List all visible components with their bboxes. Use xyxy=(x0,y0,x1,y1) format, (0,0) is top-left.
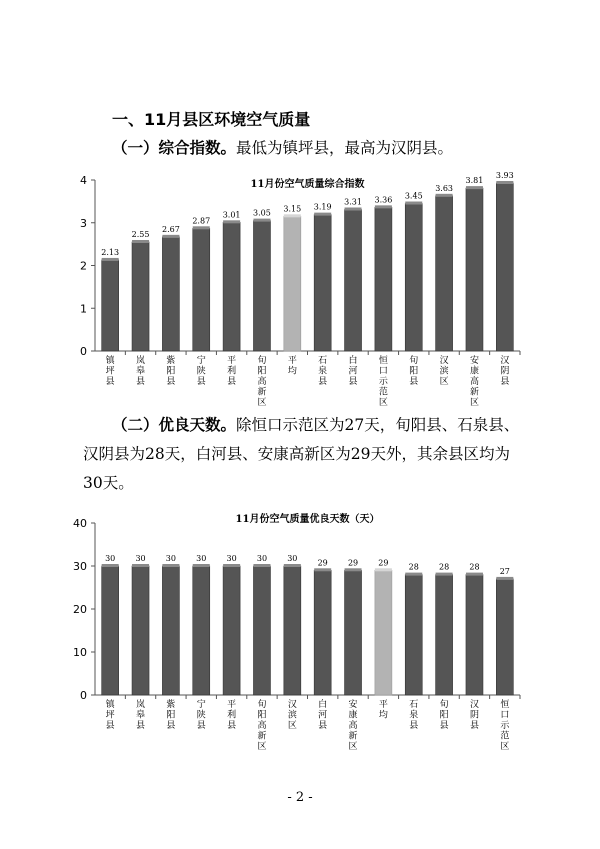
value-label: 27 xyxy=(499,566,510,576)
value-label: 29 xyxy=(378,558,389,568)
bar xyxy=(284,566,301,695)
bar-cap xyxy=(405,202,422,205)
y-tick-label: 40 xyxy=(73,517,87,530)
bar xyxy=(162,237,179,351)
section-heading: 一、11月县区环境空气质量 xyxy=(112,110,311,129)
value-label: 3.31 xyxy=(344,197,362,207)
category-label: 安康高新区 xyxy=(348,700,358,752)
value-label: 3.19 xyxy=(313,202,332,212)
bar-cap xyxy=(284,214,301,217)
y-tick-label: 0 xyxy=(80,689,87,702)
composite-index-chart xyxy=(60,165,530,408)
category-label: 恒口示范区 xyxy=(500,700,510,752)
category-label: 白河县 xyxy=(348,356,358,387)
category-label: 岚皋县 xyxy=(136,356,146,387)
bar-cap xyxy=(496,577,513,580)
category-label: 汉阴县 xyxy=(500,356,510,387)
bar-cap xyxy=(193,564,210,567)
value-label: 2.87 xyxy=(192,216,211,226)
value-label: 29 xyxy=(317,558,328,568)
category-label: 旬阳县 xyxy=(409,356,419,387)
bar xyxy=(345,209,362,351)
bar xyxy=(496,579,513,695)
value-label: 3.63 xyxy=(435,183,454,193)
bar xyxy=(496,183,513,351)
section1-text: 最低为镇坪县，最高为汉阴县。 xyxy=(236,139,454,157)
value-label: 3.15 xyxy=(283,204,302,214)
value-label: 30 xyxy=(226,554,237,563)
bar-cap xyxy=(496,181,513,184)
value-label: 2.55 xyxy=(131,229,150,239)
bar xyxy=(405,575,422,695)
good-days-chart xyxy=(60,508,530,752)
bar-average xyxy=(284,216,301,351)
y-tick-label: 10 xyxy=(73,646,87,659)
y-tick-label: 2 xyxy=(80,259,87,273)
bar-cap xyxy=(466,573,483,576)
category-label: 平利县 xyxy=(227,700,237,731)
bar xyxy=(436,575,453,695)
bar-cap xyxy=(162,564,179,567)
bar xyxy=(223,222,240,351)
bar xyxy=(102,260,119,351)
value-label: 30 xyxy=(135,554,146,563)
value-label: 3.93 xyxy=(495,170,514,180)
bar-cap xyxy=(132,564,149,567)
category-label: 汉滨区 xyxy=(439,356,449,387)
bar-cap xyxy=(223,220,240,223)
category-label: 石泉县 xyxy=(318,356,328,387)
value-label: 28 xyxy=(408,562,419,572)
category-label: 旬阳高新区 xyxy=(257,700,267,752)
category-label: 紫阳县 xyxy=(166,700,176,731)
section2-text: 除恒口示范区为27天，旬阳县、石泉县、汉阴县为28天，白河县、安康高新区为29天外，其余县区均为30天。 xyxy=(83,416,520,492)
bar-average xyxy=(375,570,392,695)
category-label: 平均 xyxy=(378,700,388,721)
bar xyxy=(132,566,149,695)
bar-cap xyxy=(253,564,270,567)
bar-cap xyxy=(223,564,240,567)
category-label: 旬阳县 xyxy=(439,700,449,731)
section1-label: （一）综合指数。 xyxy=(112,139,237,157)
bar-cap xyxy=(436,573,453,576)
bar xyxy=(466,575,483,695)
category-label: 镇坪县 xyxy=(105,700,115,731)
category-label: 平利县 xyxy=(227,356,237,387)
category-label: 镇坪县 xyxy=(105,356,115,387)
bar-cap xyxy=(132,240,149,243)
bar xyxy=(193,566,210,695)
bar-cap xyxy=(375,568,392,571)
category-label: 白河县 xyxy=(318,700,328,731)
paragraph-good-days xyxy=(83,411,523,498)
category-label: 安康高新区 xyxy=(469,356,479,408)
value-label: 3.36 xyxy=(374,195,393,205)
bar-cap xyxy=(193,226,210,229)
value-label: 2.13 xyxy=(101,247,120,257)
value-label: 30 xyxy=(287,554,298,563)
bar xyxy=(223,566,240,695)
y-tick-label: 0 xyxy=(80,345,87,358)
category-label: 宁陕县 xyxy=(196,700,206,731)
category-label: 石泉县 xyxy=(409,700,419,731)
value-label: 28 xyxy=(469,562,480,572)
page-number: - 2 - xyxy=(287,790,313,805)
category-label: 旬阳高新区 xyxy=(257,356,267,408)
category-label: 紫阳县 xyxy=(166,356,176,387)
category-label: 汉滨区 xyxy=(287,700,297,731)
bar-cap xyxy=(162,235,179,238)
bar xyxy=(253,566,270,695)
value-label: 30 xyxy=(165,554,176,563)
bar xyxy=(193,228,210,351)
bar xyxy=(162,566,179,695)
value-label: 28 xyxy=(439,562,450,572)
bar xyxy=(314,215,331,351)
bar xyxy=(345,570,362,695)
value-label: 2.67 xyxy=(161,224,180,234)
value-label: 3.81 xyxy=(465,176,484,186)
paragraph-composite-index xyxy=(112,134,453,163)
bar-cap xyxy=(314,568,331,571)
bar xyxy=(466,188,483,351)
bar-cap xyxy=(405,573,422,576)
bar-cap xyxy=(466,186,483,189)
y-tick-label: 3 xyxy=(80,216,87,230)
bar-cap xyxy=(314,213,331,216)
chart-title: 11月份空气质量优良天数（天） xyxy=(235,514,380,525)
bar-cap xyxy=(345,207,362,210)
section2-label: （二）优良天数。 xyxy=(112,416,237,434)
bar xyxy=(102,566,119,695)
chart-title: 11月份空气质量综合指数 xyxy=(250,179,365,190)
bar xyxy=(436,196,453,351)
value-label: 30 xyxy=(196,554,207,563)
category-label: 宁陕县 xyxy=(196,356,206,387)
bar-cap xyxy=(436,194,453,197)
bar xyxy=(405,204,422,351)
bar-cap xyxy=(102,258,119,261)
y-tick-label: 4 xyxy=(80,174,87,187)
category-label: 汉阴县 xyxy=(469,700,479,731)
bar xyxy=(375,207,392,351)
bar xyxy=(314,570,331,695)
y-tick-label: 20 xyxy=(73,603,87,616)
bar-cap xyxy=(284,564,301,567)
value-label: 29 xyxy=(347,558,359,568)
value-label: 30 xyxy=(256,554,268,563)
bar-cap xyxy=(253,219,270,222)
bar xyxy=(253,221,270,351)
bar-cap xyxy=(345,568,362,571)
category-label: 恒口示范区 xyxy=(378,356,388,408)
value-label: 30 xyxy=(105,554,116,563)
bar xyxy=(132,242,149,351)
category-label: 岚皋县 xyxy=(136,700,146,731)
value-label: 3.05 xyxy=(253,208,271,218)
value-label: 3.01 xyxy=(222,210,241,220)
y-tick-label: 30 xyxy=(73,560,87,573)
category-label: 平均 xyxy=(287,356,297,377)
bar-cap xyxy=(102,564,119,567)
y-tick-label: 1 xyxy=(80,302,87,316)
bar-cap xyxy=(375,205,392,208)
value-label: 3.45 xyxy=(404,191,423,201)
